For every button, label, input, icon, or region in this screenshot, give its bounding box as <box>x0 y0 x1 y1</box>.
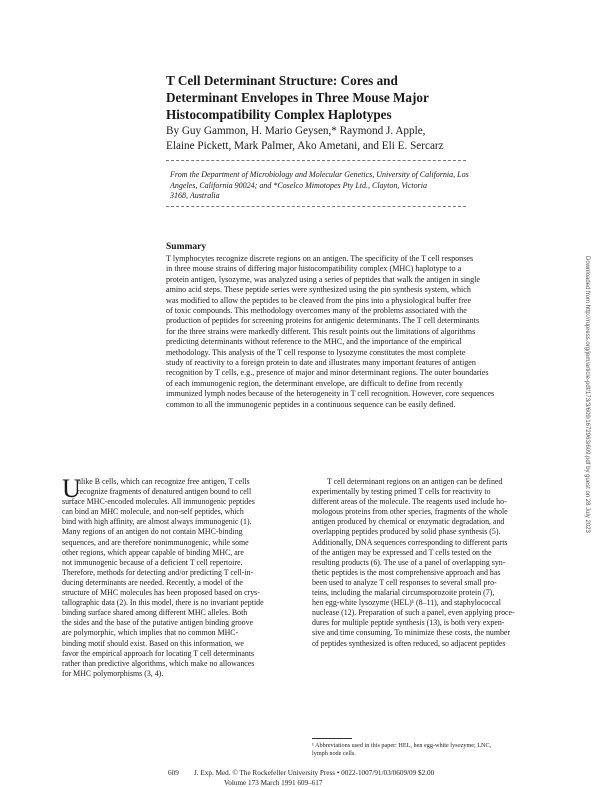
author-line: By Guy Gammon, H. Mario Geysen,* Raymond J. Apple, <box>166 125 426 137</box>
body-line: the sides and the base of the putative antigen binding groove <box>62 618 254 628</box>
body-line: been used to analyze T cell responses to several small pro- <box>312 577 497 587</box>
title-line: Determinant Envelopes in Three Mouse Major <box>166 90 429 105</box>
author-list <box>166 124 526 154</box>
body-line: thetic peptides is the most comprehensive approach and has <box>312 567 501 577</box>
body-line: hen egg-white lysozyme (HEL)¹ (8–11), and staphylococcal <box>312 598 501 608</box>
summary-heading: Summary <box>166 242 207 252</box>
abstract-line: T lymphocytes recognize discrete regions on an antigen. The specificity of the T cell responses <box>166 254 474 263</box>
separator-rule <box>166 160 466 161</box>
body-line: Therefore, methods for detecting and/or predicting T cell-in- <box>62 567 254 577</box>
footnote-rule <box>312 738 352 739</box>
body-line: favor the empirical approach for locating T cell determinants <box>62 648 255 658</box>
abstract-line: predicting determinants without reference to the MHC, and the importance of the empirical <box>166 337 462 347</box>
abstract-line: protein antigen, lysozyme, was analyzed using a series of peptides that walk the antigen in single <box>166 274 480 284</box>
abstract-line: of toxic compounds. This methodology overcomes many of the problems associated with the <box>166 306 467 316</box>
body-line: for MHC polymorphisms (3, 4). <box>62 668 164 678</box>
abstract-line: of each immunogenic region, the determinant envelope, are difficult to define from recently <box>166 378 463 388</box>
affiliation-line: 3168, Australia <box>170 191 220 200</box>
body-line: binding motif should exist. Based on this information, we <box>62 638 244 648</box>
page-number: 609 <box>168 769 179 777</box>
body-column-left <box>62 474 288 679</box>
drop-cap: U <box>62 474 81 503</box>
abstract-line: methodology. This analysis of the T cell response to lysozyme constitutes the most complete <box>166 347 466 357</box>
body-line: nuclease (12). Preparation of such a panel, even applying proce- <box>312 608 515 618</box>
affiliation <box>170 170 470 202</box>
abstract-line: amino acid steps. These peptide series were synthesized using the pin synthesis system, which <box>166 285 471 295</box>
body-line: can bind an MHC molecule, and non-self peptides, which <box>62 507 244 517</box>
body-line: Additionally, DNA sequences corresponding to different parts <box>312 537 508 547</box>
footnote <box>312 742 540 758</box>
footnote-line: lymph node cells. <box>312 750 356 757</box>
abstract-line: was modified to allow the peptides to be cleaved from the pins into a physiological buffer free <box>166 295 472 305</box>
body-line: overlapping peptides produced by solid phase synthesis (5). <box>312 527 501 537</box>
body-line: teins, including the malarial circumsporozoite protein (7), <box>312 588 495 598</box>
body-line: recognize fragments of denatured antigen bound to cell <box>77 487 252 497</box>
body-line: Many regions of an antigen do not contain MHC-binding <box>62 527 243 537</box>
body-line: sive and time consuming. To minimize these costs, the number <box>312 628 511 638</box>
author-line: Elaine Pickett, Mark Palmer, Ako Ametani, and Eli E. Sercarz <box>166 140 444 152</box>
body-line: nlike B cells, which can recognize free antigen, T cells <box>77 477 250 486</box>
body-line: dures for multiple peptide synthesis (13), is both very expen- <box>312 618 505 628</box>
affiliation-line: Angeles, California 90024; and *Coselco Mimotopes Pty Ltd., Clayton, Victoria <box>170 180 427 190</box>
abstract-line: for the three strains were markedly different. This result points out the limitations of algorithms <box>166 326 476 336</box>
body-line: ducing determinants are needed. Recently, a model of the <box>62 577 243 587</box>
title-line: Histocompatibility Complex Haplotypes <box>166 107 392 122</box>
body-line: experimentally by testing primed T cells for reactivity to <box>312 487 491 497</box>
title-line: T Cell Determinant Structure: Cores and <box>166 73 398 88</box>
journal-citation: J. Exp. Med. © The Rockefeller University Press • 0022-1007/91/03/0609/09 $2.00 <box>194 769 435 777</box>
body-line: T cell determinant regions on an antigen can be defined <box>327 477 503 486</box>
body-line: sequences, and are therefore nonimmunogenic, while some <box>62 537 249 547</box>
body-line: structure of MHC molecules has been proposed based on crys- <box>62 588 260 598</box>
body-line: surface MHC-encoded molecules. All immunogenic peptides <box>62 497 255 507</box>
abstract-line: study of reactivity to a foreign protein to date and illustrates many important features of antigen <box>166 358 476 368</box>
article-title <box>166 72 506 123</box>
affiliation-line: From the Department of Microbiology and Molecular Genetics, University of California, Los <box>170 170 469 179</box>
abstract-line: production of peptides for screening proteins for antigenic determinants. The T cell determinants <box>166 316 480 326</box>
body-line: are polymorphic, which implies that no common MHC- <box>62 628 239 638</box>
body-line: bind with high affinity, are almost always immunogenic (1). <box>62 517 252 527</box>
abstract-line: recognition by T cells, e.g., presence of major and minor determinant regions. The outer boundaries <box>166 368 489 378</box>
body-line: binding surface shared among different MHC alleles. Both <box>62 608 248 618</box>
footnote-line: ¹ Abbreviations used in this paper: HEL, hen egg-white lysozyme; LNC, <box>312 742 492 749</box>
body-line: different areas of the molecule. The reagents used include ho- <box>312 497 507 507</box>
volume-info: Volume 173 March 1991 609–617 <box>224 779 323 787</box>
body-column-right <box>312 477 538 649</box>
download-note-text: Downloaded from http://rupress.org/jem/article-pdf/173/3/609/1672963/609.pdf by guest on 28 July 2023 <box>584 256 590 533</box>
separator-rule <box>166 206 466 207</box>
abstract-text <box>166 254 546 410</box>
abstract-line: immunized lymph nodes because of the heterogeneity in T cell recognition. However, core sequences <box>166 389 495 399</box>
body-line: tallographic data (2). In this model, there is no invariant peptide <box>62 598 264 608</box>
body-line: resulting products (6). The use of a panel of overlapping syn- <box>312 557 506 567</box>
body-line: mologous proteins from other species, fragments of the whole <box>312 507 508 517</box>
body-line: not immunogenic because of a deficient T cell repertoire. <box>62 557 243 567</box>
body-line: of peptides synthesized is often reduced, so adjacent peptides <box>312 638 506 648</box>
abstract-line: in three mouse strains of differing major histocompatibility complex (MHC) haplotype to a <box>166 264 462 274</box>
body-line: of the antigen may be expressed and T cells tested on the <box>312 547 492 557</box>
abstract-line: common to all the immunogenic peptides in a continuous sequence can be easily defined. <box>166 399 456 409</box>
download-margin-note <box>580 256 592 556</box>
body-line: antigen produced by chemical or enzymatic degradation, and <box>312 517 505 527</box>
body-line: rather than predictive algorithms, which make no allowances <box>62 658 255 668</box>
body-line: other regions, which appear capable of binding MHC, are <box>62 547 244 557</box>
